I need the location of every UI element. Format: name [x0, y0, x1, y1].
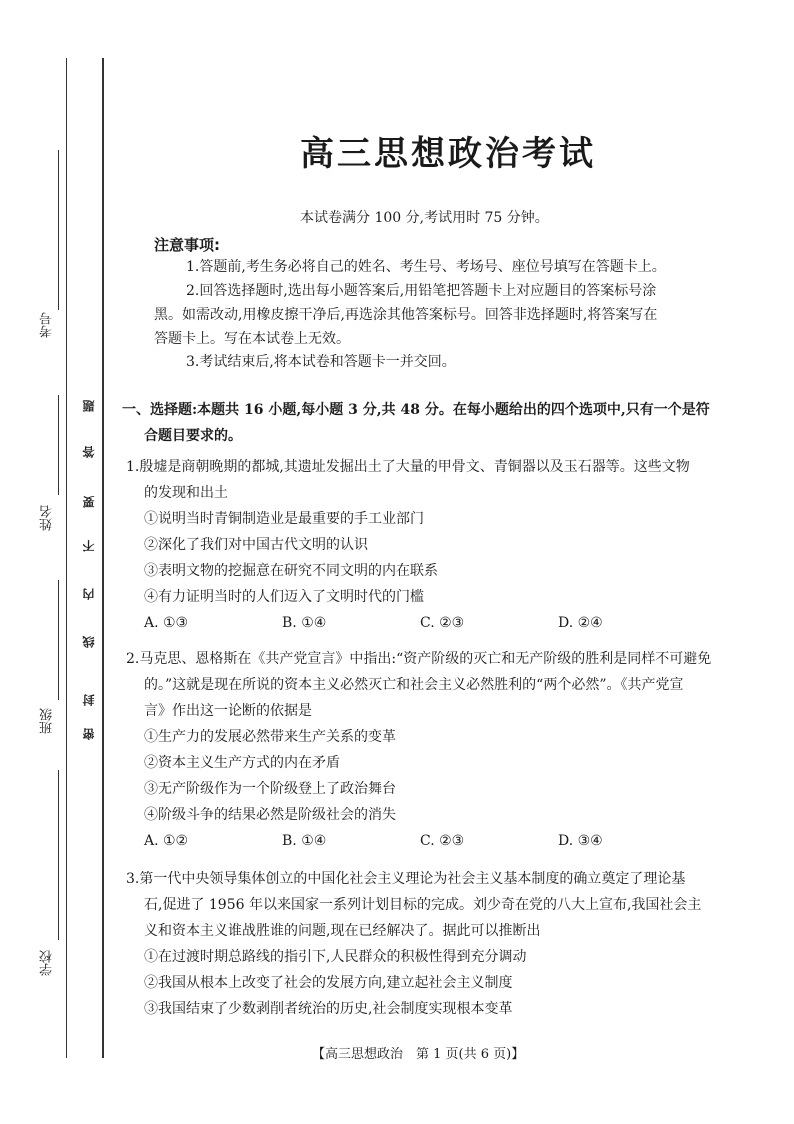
section-heading-line-2: 合题目要求的。 — [144, 428, 242, 444]
question-1-stem-2: 的发现和出土 — [144, 485, 228, 501]
notice-heading: 注意事项: — [154, 236, 220, 254]
question-1-option-a: A. ①③ — [144, 615, 189, 631]
seal-char-nei: 内 — [82, 588, 96, 600]
question-3-stem-3: 义和资本主义谁战胜谁的问题,现在已经解决了。据此可以推断出 — [144, 923, 541, 939]
label-rule-kaohao — [58, 150, 59, 310]
question-1-item-3: ③表明文物的挖掘意在研究不同文明的内在联系 — [144, 563, 438, 579]
label-banji: 班级 — [40, 708, 55, 734]
question-1-item-2: ②深化了我们对中国古代文明的认识 — [144, 537, 368, 553]
notice-line-4: 答题卡上。写在本试卷上无效。 — [154, 331, 350, 347]
seal-char-ti: 题 — [82, 400, 96, 412]
seal-char-mi: 密 — [82, 728, 96, 740]
seal-char-feng: 封 — [82, 694, 96, 706]
question-2-option-a: A. ①② — [144, 833, 189, 849]
seal-char-yao: 要 — [82, 496, 96, 508]
question-2-item-3: ③无产阶级作为一个阶级登上了政治舞台 — [144, 781, 396, 797]
question-2-stem-3: 言》作出这一论断的依据是 — [144, 703, 312, 719]
question-2 — [126, 646, 766, 854]
question-2-stem-2: 的。”这就是现在所说的资本主义必然灭亡和社会主义必然胜利的“两个必然”。《共产党宣 — [144, 677, 684, 693]
question-2-option-d: D. ③④ — [558, 833, 603, 849]
question-3-stem-1: 3.第一代中央领导集体创立的中国化社会主义理论为社会主义基本制度的确立奠定了理论基 — [126, 871, 686, 887]
question-3-item-3: ③我国结束了少数剥削者统治的历史,社会制度实现根本变革 — [144, 1001, 513, 1017]
question-2-options — [126, 828, 766, 854]
label-rule-banji — [58, 580, 59, 700]
label-xingming: 姓名 — [40, 505, 55, 531]
label-xuexiao: 学校 — [40, 950, 55, 976]
label-kaohao: 考号 — [40, 312, 55, 338]
question-1-option-b: B. ①④ — [282, 615, 327, 631]
binding-line-outer — [66, 58, 67, 1058]
question-1-option-c: C. ②③ — [420, 615, 465, 631]
question-1-item-4: ④有力证明当时的人们迈入了文明时代的门槛 — [144, 589, 424, 605]
page-title: 高三思想政治考试 — [300, 134, 596, 174]
label-rule-xuexiao — [58, 770, 59, 940]
question-3-item-2: ②我国从根本上改变了社会的发展方向,建立起社会主义制度 — [144, 975, 513, 991]
question-1-option-d: D. ②④ — [558, 615, 603, 631]
page-footer: 【高三思想政治 第 1 页(共 6 页)】 — [312, 1047, 525, 1062]
question-1-options — [126, 610, 766, 636]
question-3-item-1: ①在过渡时期总路线的指引下,人民群众的积极性得到充分调动 — [144, 949, 527, 965]
question-2-item-2: ②资本主义生产方式的内在矛盾 — [144, 755, 340, 771]
question-2-stem-1: 2.马克思、恩格斯在《共产党宣言》中指出:“资产阶级的灭亡和无产阶级的胜利是同样不可避免 — [126, 651, 712, 667]
question-2-option-c: C. ②③ — [420, 833, 465, 849]
question-2-item-1: ①生产力的发展必然带来生产关系的变革 — [144, 729, 396, 745]
question-3 — [126, 866, 766, 1022]
exam-intro: 本试卷满分 100 分,考试用时 75 分钟。 — [300, 210, 549, 226]
question-1 — [126, 454, 766, 636]
question-2-option-b: B. ①④ — [282, 833, 327, 849]
question-3-stem-2: 石,促进了 1956 年以来国家一系列计划目标的完成。刘少奇在党的八大上宣布,我国社会主 — [144, 897, 702, 913]
notice-line-5: 3.考试结束后,将本试卷和答题卡一并交回。 — [186, 354, 456, 370]
notice-line-3: 黑。如需改动,用橡皮擦干净后,再选涂其他答案标号。回答非选择题时,将答案写在 — [154, 307, 658, 323]
notice-line-2: 2.回答选择题时,选出每小题答案后,用铅笔把答题卡上对应题目的答案标号涂 — [186, 283, 657, 299]
notice-line-1: 1.答题前,考生务必将自己的姓名、考生号、考场号、座位号填写在答题卡上。 — [186, 259, 666, 275]
question-1-item-1: ①说明当时青铜制造业是最重要的手工业部门 — [144, 511, 424, 527]
binding-line-inner — [102, 58, 104, 1058]
section-heading-line-1: 一、选择题:本题共 16 小题,每小题 3 分,共 48 分。在每小题给出的四个选项中,只有一个是符 — [122, 402, 710, 418]
question-2-item-4: ④阶级斗争的结果必然是阶级社会的消失 — [144, 807, 396, 823]
label-rule-xingming — [58, 395, 59, 495]
seal-char-xian: 线 — [82, 636, 96, 648]
seal-char-bu: 不 — [82, 540, 96, 552]
question-1-stem-1: 1.殷墟是商朝晚期的都城,其遗址发掘出土了大量的甲骨文、青铜器以及玉石器等。这些文物 — [126, 459, 690, 475]
seal-char-da: 答 — [82, 446, 96, 458]
